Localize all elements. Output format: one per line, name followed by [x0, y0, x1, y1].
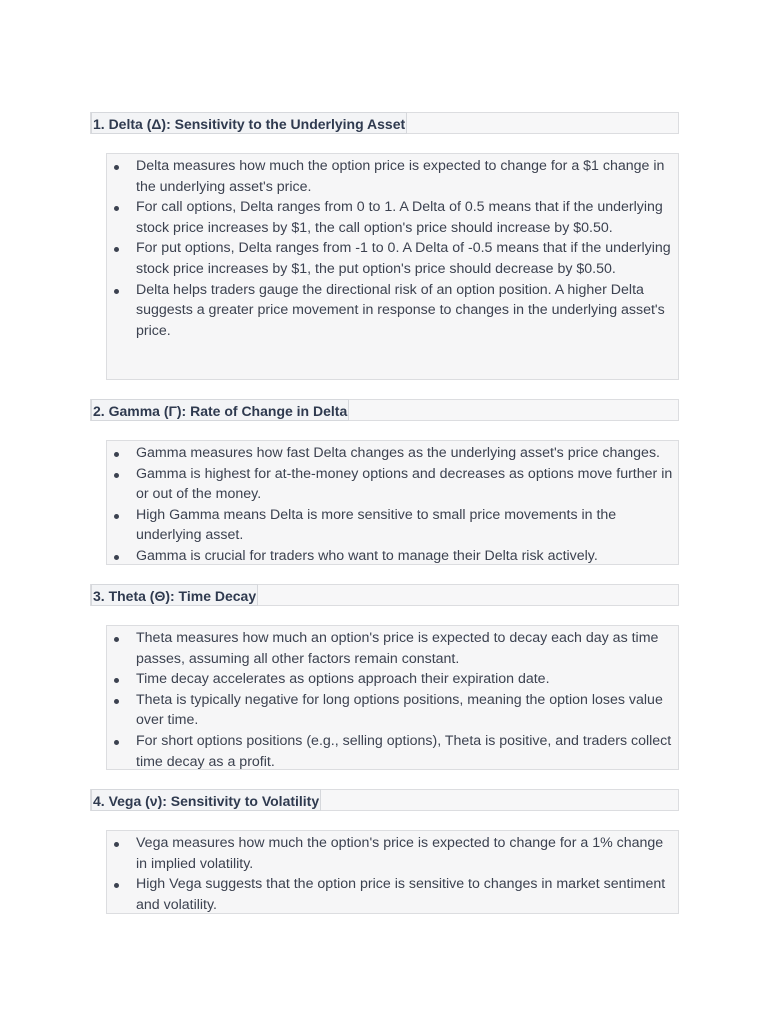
- bullet-icon: [114, 473, 119, 478]
- list-item: [107, 833, 678, 874]
- bullet-list: [107, 443, 678, 567]
- list-item-text: For short options positions (e.g., selling options), Theta is positive, and traders collect time decay as a profit.: [136, 732, 672, 770]
- section-heading-row: [90, 584, 679, 606]
- section-heading: 4. Vega (ν): Sensitivity to Volatility: [91, 789, 321, 811]
- list-item-text: High Vega suggests that the option price is sensitive to changes in market sentiment and volatility.: [136, 876, 666, 913]
- list-item: [107, 546, 678, 567]
- list-item: [107, 464, 678, 505]
- bullet-icon: [114, 165, 119, 170]
- section-spacer: [90, 380, 679, 399]
- list-item-text: Theta measures how much an option's price is expected to decay each day as time passes, assuming all other factors remain constant.: [136, 630, 659, 667]
- bullet-list-box: [106, 153, 679, 380]
- list-item-text: Delta helps traders gauge the directional risk of an option position. A higher Delta suggests a greater price movement in response to changes in the underlying asset's price.: [136, 281, 665, 339]
- list-item: [107, 669, 678, 690]
- bullet-list-box: [106, 625, 679, 770]
- list-item-text: Vega measures how much the option's price is expected to change for a 1% change in implied volatility.: [136, 835, 664, 872]
- section-heading: 2. Gamma (Γ): Rate of Change in Delta: [91, 399, 349, 421]
- section-heading: 3. Theta (Θ): Time Decay: [91, 584, 258, 606]
- bullet-icon: [114, 678, 119, 683]
- list-item-text: For call options, Delta ranges from 0 to 1. A Delta of 0.5 means that if the underlying stock price increases by $1, the call option's price should increase by $0.50.: [136, 199, 663, 236]
- list-item-text: Delta measures how much the option price is expected to change for a $1 change in the underlying asset's price.: [136, 158, 665, 195]
- list-item: [107, 505, 678, 546]
- list-item: [107, 280, 678, 342]
- bullet-icon: [114, 740, 119, 745]
- list-item-text: Time decay accelerates as options approach their expiration date.: [136, 671, 550, 688]
- list-item: [107, 238, 678, 279]
- list-item-text: High Gamma means Delta is more sensitive to small price movements in the underlying asset.: [136, 506, 617, 544]
- list-item-text: Gamma is highest for at-the-money options and decreases as options move further in or out of the money.: [136, 465, 673, 503]
- list-item: [107, 197, 678, 238]
- bullet-icon: [114, 247, 119, 252]
- bullet-icon: [114, 555, 119, 560]
- bullet-list-box: [106, 440, 679, 565]
- document-body: [90, 112, 679, 914]
- section-gamma: [90, 399, 679, 565]
- list-item: [107, 156, 678, 197]
- bullet-list: [107, 628, 678, 772]
- list-item-text: Gamma is crucial for traders who want to manage their Delta risk actively.: [136, 547, 598, 564]
- list-item: [107, 690, 678, 731]
- section-heading-row: [90, 112, 679, 134]
- list-item-text: Theta is typically negative for long options positions, meaning the option loses value over time.: [136, 691, 663, 729]
- section-heading-row: [90, 399, 679, 421]
- section-heading-row: [90, 789, 679, 811]
- bullet-icon: [114, 289, 119, 294]
- bullet-icon: [114, 637, 119, 642]
- bullet-icon: [114, 842, 119, 847]
- bullet-list: [107, 156, 678, 341]
- section-vega: [90, 789, 679, 914]
- bullet-icon: [114, 514, 119, 519]
- list-item-text: Gamma measures how fast Delta changes as the underlying asset's price changes.: [136, 445, 660, 461]
- list-item-text: For put options, Delta ranges from -1 to 0. A Delta of -0.5 means that if the underlying stock price increases by $1, the put option's price should decrease by $0.50.: [136, 240, 671, 277]
- bullet-list-box: [106, 830, 679, 914]
- list-item: [107, 443, 678, 464]
- section-theta: [90, 584, 679, 770]
- list-item: [107, 731, 678, 772]
- bullet-icon: [114, 452, 119, 457]
- section-heading: 1. Delta (Δ): Sensitivity to the Underlying Asset: [91, 112, 407, 134]
- bullet-icon: [114, 699, 119, 704]
- list-item: [107, 874, 678, 915]
- bullet-icon: [114, 883, 119, 888]
- section-spacer: [90, 565, 679, 584]
- list-item: [107, 628, 678, 669]
- section-spacer: [90, 770, 679, 789]
- bullet-list: [107, 833, 678, 915]
- section-delta: [90, 112, 679, 380]
- bullet-icon: [114, 206, 119, 211]
